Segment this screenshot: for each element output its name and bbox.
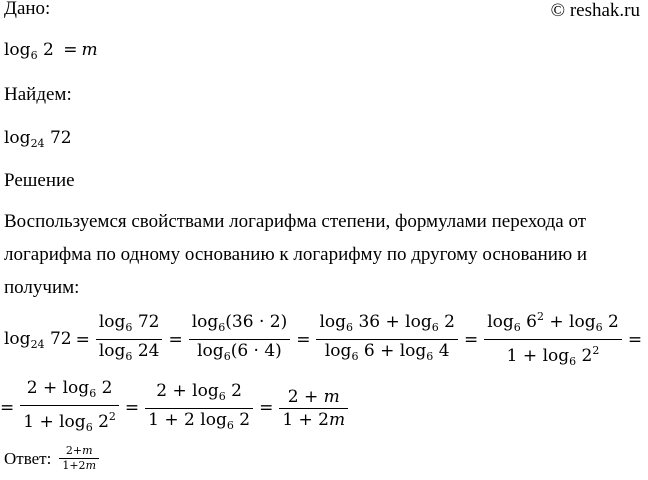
answer-label: Ответ: — [4, 448, 52, 468]
fraction-3: $\frac{\log_6 36 + \log_6 2}{\log_6 6 + \log_6 4}$ — [316, 311, 457, 368]
log-arg: 72 — [49, 128, 72, 148]
log-base: 6 — [30, 49, 38, 62]
answer-fraction: $\frac{2+m}{1+2m}$ — [59, 444, 99, 473]
equals-sign: = — [0, 398, 15, 418]
log-word: log — [4, 40, 31, 60]
log-base: 24 — [30, 137, 45, 150]
find-label: Найдем: — [4, 84, 72, 105]
fraction-6: $\frac{2 + \log_6 2}{1 + 2 \log_6 2}$ — [145, 380, 253, 437]
fraction-5: $\frac{2 + \log_6 2}{1 + \log_6 2^2}$ — [20, 377, 119, 439]
fraction-1: $\frac{\log_6 72}{\log_6 24}$ — [96, 311, 163, 368]
fraction-7: $\frac{2 + m}{1 + 2m}$ — [279, 386, 348, 431]
lhs-log: $\log_{24} 72$ — [4, 328, 72, 351]
given-expression — [4, 40, 98, 62]
equals-sign: = — [75, 329, 90, 350]
fraction-2: $\frac{\log_6(36 \cdot 2)}{\log_6(6 \cdot 4)}$ — [189, 311, 291, 368]
find-expression — [4, 128, 72, 150]
log-word: log — [4, 128, 31, 148]
equals-sign: = — [259, 398, 274, 418]
equals-sign: = — [627, 329, 643, 350]
equals-sign: = — [296, 329, 311, 350]
equals-sign: = — [168, 329, 183, 350]
equals-sign: = — [124, 398, 140, 418]
equation-line-2 — [0, 377, 350, 439]
answer-row — [4, 444, 101, 473]
given-label: Дано: — [4, 0, 51, 19]
log-arg: 2 — [42, 40, 54, 60]
variable-m: m — [81, 40, 98, 60]
equals-sign: = — [463, 329, 479, 350]
solution-label: Решение — [4, 170, 75, 191]
equals-sign: = — [63, 40, 78, 60]
watermark: © reshak.ru — [550, 0, 640, 21]
equation-line-1 — [4, 306, 646, 373]
solution-paragraph: Воспользуемся свойствами логарифма степени, формулами перехода от логарифма по одному основанию к логарифму по другому основанию и получим: — [4, 211, 588, 298]
fraction-4: $\frac{\log_6 6^2 + \log_6 2}{1 + \log_6 2^2}$ — [484, 306, 622, 373]
